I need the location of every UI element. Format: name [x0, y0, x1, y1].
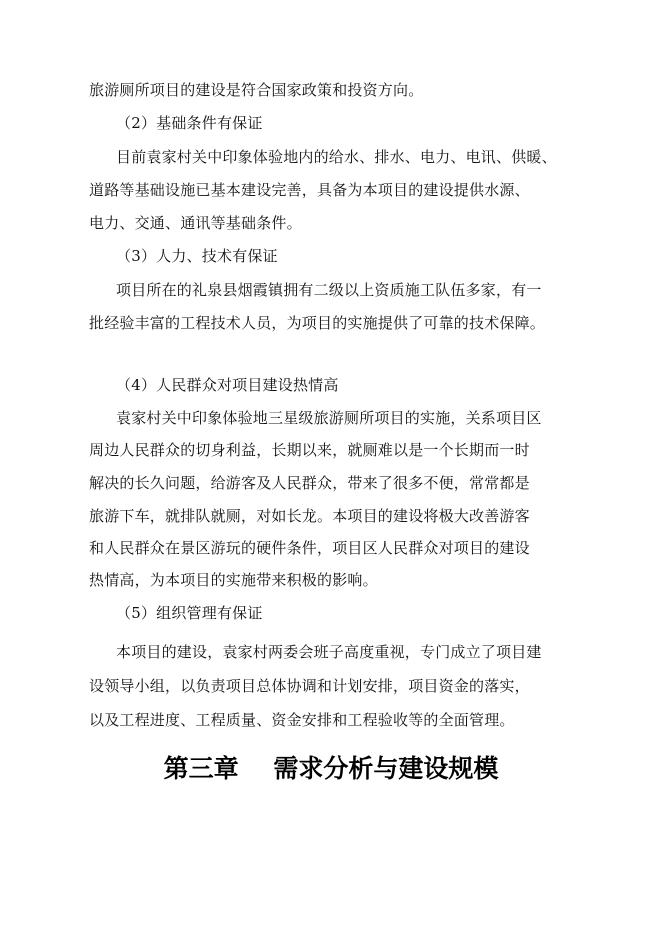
- text-line-8: 批经验丰富的工程技术人员，为项目的实施提供了可靠的技术保障。: [89, 314, 546, 332]
- text-line-14: 和人民群众在景区游玩的硬件条件，项目区人民群众对项目的建设: [89, 539, 530, 557]
- subheading-3-manpower-technology: （3）人力、技术有保证: [116, 247, 278, 265]
- text-line-15: 热情高，为本项目的实施带来积极的影响。: [89, 571, 378, 589]
- text-line-18: 设领导小组，以负责项目总体协调和计划安排，项目资金的落实，: [89, 677, 530, 695]
- subheading-2-basic-conditions: （2）基础条件有保证: [116, 114, 263, 132]
- text-line-19: 以及工程进度、工程质量、资金安排和工程验收等的全面管理。: [89, 711, 515, 729]
- text-line-7: 项目所在的礼泉县烟霞镇拥有二级以上资质施工队伍多家，有一: [116, 281, 542, 299]
- text-line-17: 本项目的建设，袁家村两委会班子高度重视，专门成立了项目建: [116, 643, 542, 661]
- text-line-4: 道路等基础设施已基本建设完善，具备为本项目的建设提供水源、: [89, 181, 530, 199]
- text-line-11: 周边人民群众的切身利益，长期以来，就厕难以是一个长期而一时: [89, 441, 530, 459]
- text-line-10: 袁家村关中印象体验地三星级旅游厕所项目的实施，关系项目区: [116, 409, 542, 427]
- text-line-5: 电力、交通、通讯等基础条件。: [89, 214, 302, 232]
- text-line-12: 解决的长久问题，给游客及人民群众，带来了很多不便，常常都是: [89, 474, 530, 492]
- text-line-3: 目前袁家村关中印象体验地内的给水、排水、电力、电讯、供暖、: [116, 148, 557, 166]
- text-line-1: 旅游厕所项目的建设是符合国家政策和投资方向。: [89, 81, 424, 99]
- subheading-4-public-enthusiasm: （4）人民群众对项目建设热情高: [116, 376, 339, 394]
- chapter-title: 第三章 需求分析与建设规模: [163, 754, 499, 783]
- text-line-13: 旅游下车，就排队就厕，对如长龙。本项目的建设将极大改善游客: [89, 507, 530, 525]
- subheading-5-organization-management: （5）组织管理有保证: [116, 604, 263, 622]
